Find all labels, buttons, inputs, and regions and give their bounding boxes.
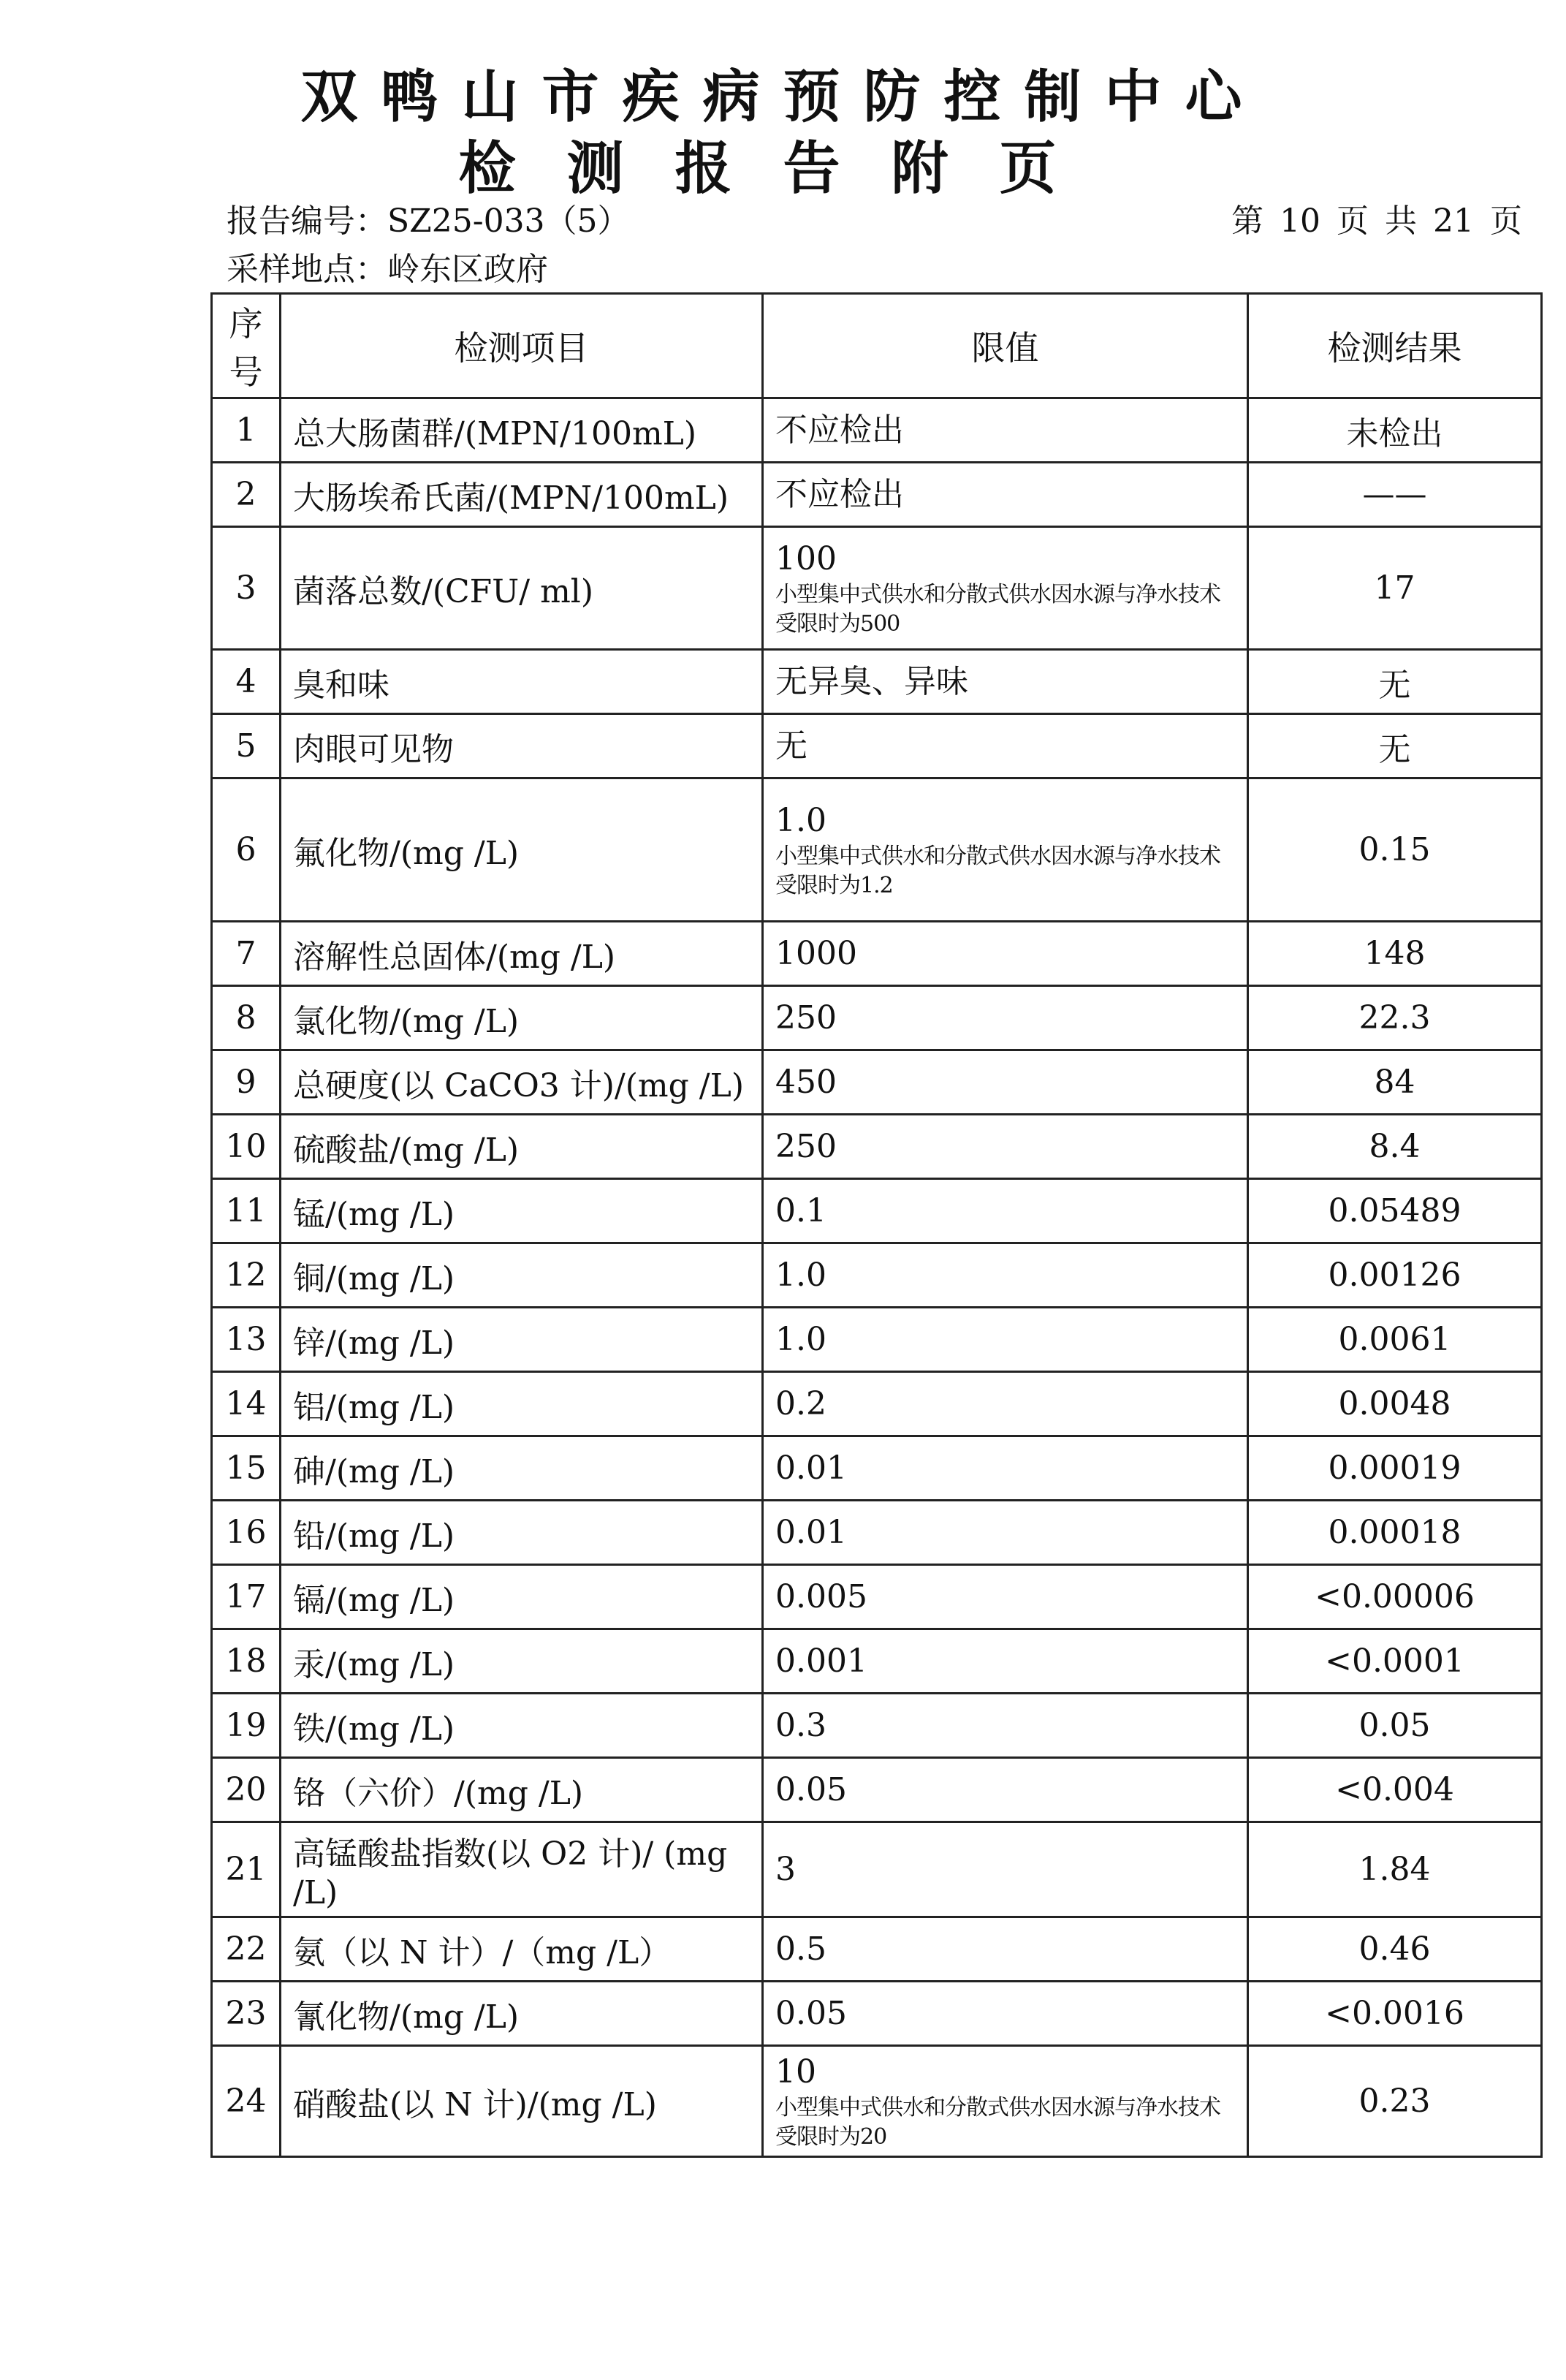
row-number: 3 xyxy=(212,527,281,650)
table-row xyxy=(212,1917,1542,1982)
table-row xyxy=(212,1308,1542,1372)
limit-main-value: 1.0 xyxy=(775,1320,826,1358)
table-row xyxy=(212,2046,1542,2157)
row-number: 6 xyxy=(212,778,281,922)
limit-value xyxy=(763,463,1248,527)
limit-value xyxy=(763,778,1248,922)
table-row xyxy=(212,986,1542,1050)
limit-main-value: 1000 xyxy=(775,934,857,972)
table-row xyxy=(212,1565,1542,1629)
test-item: 锌/(mg /L) xyxy=(281,1308,763,1372)
limit-value xyxy=(763,1694,1248,1758)
table-row xyxy=(212,1822,1542,1917)
limit-note: 小型集中式供水和分散式供水因水源与净水技术受限时为20 xyxy=(775,2094,1220,2150)
column-header-result: 检测结果 xyxy=(1248,294,1542,398)
limit-value xyxy=(763,714,1248,778)
limit-main-value: 0.05 xyxy=(775,1994,847,2032)
table-body xyxy=(212,398,1542,2157)
limit-main-value: 0.001 xyxy=(775,1642,867,1680)
limit-main-value: 3 xyxy=(775,1850,796,1888)
test-item: 硫酸盐/(mg /L) xyxy=(281,1115,763,1179)
limit-main-value: 0.005 xyxy=(775,1577,867,1615)
row-number: 1 xyxy=(212,398,281,463)
limit-value xyxy=(763,1758,1248,1822)
test-item: 肉眼可见物 xyxy=(281,714,763,778)
table-row xyxy=(212,527,1542,650)
limit-value xyxy=(763,922,1248,986)
column-header-no: 序号 xyxy=(212,294,281,398)
limit-main-value: 1.0 xyxy=(775,1256,826,1294)
table-row xyxy=(212,1372,1542,1436)
limit-value xyxy=(763,1565,1248,1629)
limit-value xyxy=(763,2046,1248,2157)
limit-main-value: 250 xyxy=(775,1127,837,1165)
limit-value xyxy=(763,1050,1248,1115)
limit-value xyxy=(763,527,1248,650)
limit-main-value: 0.01 xyxy=(775,1513,847,1551)
test-item: 总硬度(以 CaCO3 计)/(mg /L) xyxy=(281,1050,763,1115)
row-number: 18 xyxy=(212,1629,281,1694)
row-number: 4 xyxy=(212,650,281,714)
limit-main-value: 0.5 xyxy=(775,1930,826,1968)
table-row xyxy=(212,1694,1542,1758)
limit-note: 小型集中式供水和分散式供水因水源与净水技术受限时为1.2 xyxy=(775,843,1220,898)
test-item: 铅/(mg /L) xyxy=(281,1501,763,1565)
row-number: 8 xyxy=(212,986,281,1050)
test-result: <0.004 xyxy=(1248,1758,1542,1822)
test-item: 氨（以 N 计）/（mg /L） xyxy=(281,1917,763,1982)
table-row xyxy=(212,778,1542,922)
limit-value xyxy=(763,650,1248,714)
limit-note: 小型集中式供水和分散式供水因水源与净水技术受限时为500 xyxy=(775,581,1220,637)
table-header-row xyxy=(212,294,1542,398)
row-number: 7 xyxy=(212,922,281,986)
row-number: 11 xyxy=(212,1179,281,1243)
test-result: 0.00019 xyxy=(1248,1436,1542,1501)
test-result: 0.05 xyxy=(1248,1694,1542,1758)
row-number: 19 xyxy=(212,1694,281,1758)
limit-main-value: 100 xyxy=(775,539,837,577)
limit-main-value: 0.2 xyxy=(775,1384,826,1422)
table-row xyxy=(212,1115,1542,1179)
test-item: 臭和味 xyxy=(281,650,763,714)
test-result: <0.00006 xyxy=(1248,1565,1542,1629)
test-result: 8.4 xyxy=(1248,1115,1542,1179)
limit-main-value: 不应检出 xyxy=(775,411,904,449)
limit-value xyxy=(763,1501,1248,1565)
limit-main-value: 0.01 xyxy=(775,1449,847,1487)
row-number: 16 xyxy=(212,1501,281,1565)
table-row xyxy=(212,1050,1542,1115)
test-item: 氯化物/(mg /L) xyxy=(281,986,763,1050)
test-result: 84 xyxy=(1248,1050,1542,1115)
test-result: 0.46 xyxy=(1248,1917,1542,1982)
test-item: 菌落总数/(CFU/ ml) xyxy=(281,527,763,650)
limit-value xyxy=(763,986,1248,1050)
row-number: 14 xyxy=(212,1372,281,1436)
limit-value xyxy=(763,1436,1248,1501)
test-item: 总大肠菌群/(MPN/100mL) xyxy=(281,398,763,463)
limit-value xyxy=(763,1372,1248,1436)
test-result: <0.0016 xyxy=(1248,1982,1542,2046)
test-result: 22.3 xyxy=(1248,986,1542,1050)
test-result: 0.00126 xyxy=(1248,1243,1542,1308)
row-number: 13 xyxy=(212,1308,281,1372)
table-row xyxy=(212,1629,1542,1694)
limit-value xyxy=(763,1115,1248,1179)
test-item: 砷/(mg /L) xyxy=(281,1436,763,1501)
limit-main-value: 450 xyxy=(775,1063,837,1101)
test-result: 0.00018 xyxy=(1248,1501,1542,1565)
row-number: 2 xyxy=(212,463,281,527)
doc-title: 检测报告附页 xyxy=(458,136,1108,202)
test-result: 未检出 xyxy=(1248,398,1542,463)
results-table xyxy=(210,292,1543,2158)
limit-main-value: 无 xyxy=(775,727,807,765)
test-result: 0.23 xyxy=(1248,2046,1542,2157)
test-item: 铬（六价）/(mg /L) xyxy=(281,1758,763,1822)
limit-main-value: 0.05 xyxy=(775,1770,847,1808)
limit-main-value: 不应检出 xyxy=(775,475,904,513)
column-header-item: 检测项目 xyxy=(281,294,763,398)
test-result: 无 xyxy=(1248,714,1542,778)
limit-value xyxy=(763,1982,1248,2046)
limit-value xyxy=(763,1179,1248,1243)
table-row xyxy=(212,650,1542,714)
table-row xyxy=(212,714,1542,778)
test-result: 17 xyxy=(1248,527,1542,650)
test-result: 1.84 xyxy=(1248,1822,1542,1917)
limit-main-value: 无异臭、异味 xyxy=(775,662,968,700)
row-number: 22 xyxy=(212,1917,281,1982)
table-row xyxy=(212,1436,1542,1501)
table-row xyxy=(212,1982,1542,2046)
limit-main-value: 0.1 xyxy=(775,1191,826,1229)
test-result: 0.0048 xyxy=(1248,1372,1542,1436)
org-name: 双鸭山市疾病预防控制中心 xyxy=(300,64,1266,130)
test-item: 汞/(mg /L) xyxy=(281,1629,763,1694)
row-number: 12 xyxy=(212,1243,281,1308)
row-number: 9 xyxy=(212,1050,281,1115)
row-number: 21 xyxy=(212,1822,281,1917)
table-row xyxy=(212,1758,1542,1822)
test-result: 无 xyxy=(1248,650,1542,714)
row-number: 15 xyxy=(212,1436,281,1501)
test-result: <0.0001 xyxy=(1248,1629,1542,1694)
table-row xyxy=(212,463,1542,527)
row-number: 23 xyxy=(212,1982,281,2046)
row-number: 5 xyxy=(212,714,281,778)
row-number: 17 xyxy=(212,1565,281,1629)
limit-main-value: 0.3 xyxy=(775,1706,826,1744)
limit-value xyxy=(763,1917,1248,1982)
limit-value xyxy=(763,1308,1248,1372)
table-row xyxy=(212,398,1542,463)
sampling-site: 采样地点：岭东区政府 xyxy=(227,251,548,288)
limit-main-value: 1.0 xyxy=(775,801,826,839)
test-item: 溶解性总固体/(mg /L) xyxy=(281,922,763,986)
test-item: 镉/(mg /L) xyxy=(281,1565,763,1629)
table-row xyxy=(212,1501,1542,1565)
test-item: 氟化物/(mg /L) xyxy=(281,778,763,922)
test-result: 0.15 xyxy=(1248,778,1542,922)
column-header-limit: 限值 xyxy=(763,294,1248,398)
test-result: 0.05489 xyxy=(1248,1179,1542,1243)
test-item: 铜/(mg /L) xyxy=(281,1243,763,1308)
limit-value xyxy=(763,1822,1248,1917)
row-number: 24 xyxy=(212,2046,281,2157)
test-item: 高锰酸盐指数(以 O2 计)/ (mg /L) xyxy=(281,1822,763,1917)
test-item: 铁/(mg /L) xyxy=(281,1694,763,1758)
test-item: 铝/(mg /L) xyxy=(281,1372,763,1436)
row-number: 10 xyxy=(212,1115,281,1179)
test-result: 0.0061 xyxy=(1248,1308,1542,1372)
table-row xyxy=(212,1243,1542,1308)
test-item: 大肠埃希氏菌/(MPN/100mL) xyxy=(281,463,763,527)
test-item: 氰化物/(mg /L) xyxy=(281,1982,763,2046)
table-row xyxy=(212,922,1542,986)
limit-main-value: 10 xyxy=(775,2053,816,2091)
limit-value xyxy=(763,398,1248,463)
test-result: —— xyxy=(1248,463,1542,527)
limit-value xyxy=(763,1629,1248,1694)
limit-main-value: 250 xyxy=(775,998,837,1036)
test-item: 硝酸盐(以 N 计)/(mg /L) xyxy=(281,2046,763,2157)
report-number: 报告编号：SZ25-033（5） xyxy=(227,202,630,240)
row-number: 20 xyxy=(212,1758,281,1822)
page-indicator: 第 10 页 共 21 页 xyxy=(1231,202,1522,240)
limit-value xyxy=(763,1243,1248,1308)
test-result: 148 xyxy=(1248,922,1542,986)
test-item: 锰/(mg /L) xyxy=(281,1179,763,1243)
table-row xyxy=(212,1179,1542,1243)
